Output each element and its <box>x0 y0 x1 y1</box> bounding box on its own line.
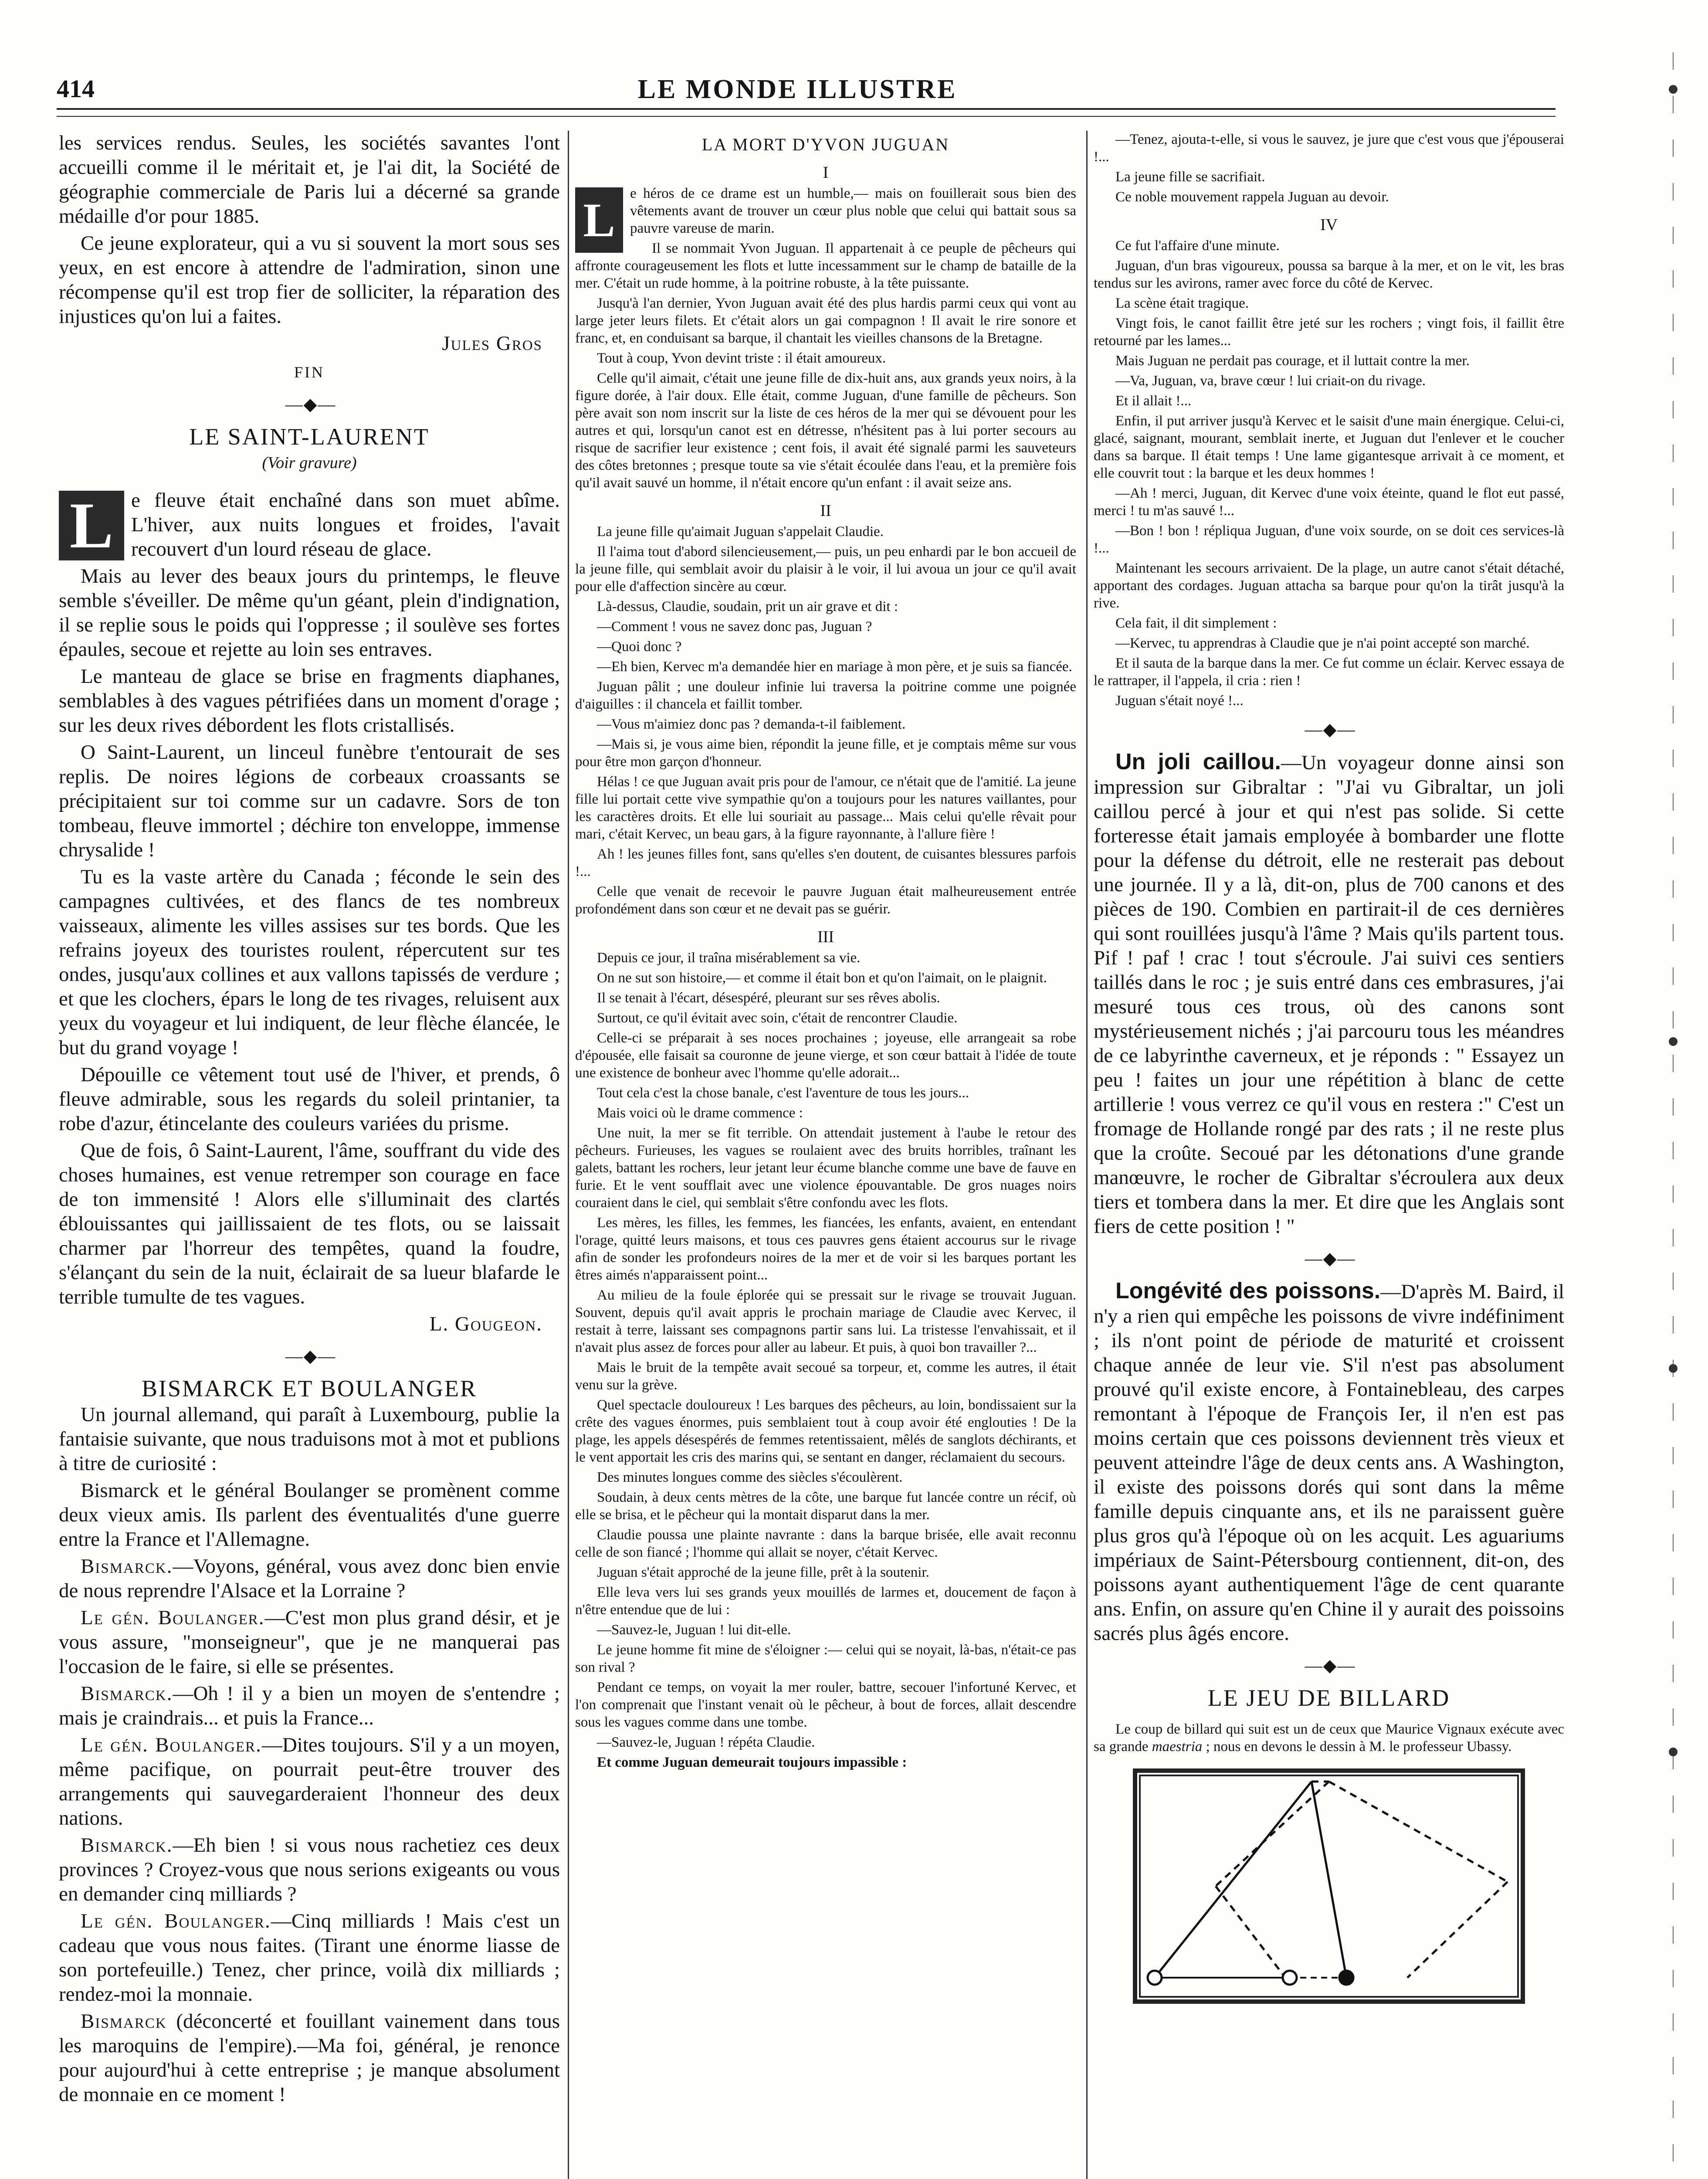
drop-cap: L <box>59 491 124 560</box>
story-text: Mais Juguan ne perdait pas courage, et il luttait contre la mer. <box>1115 353 1470 369</box>
story-text: Tout à coup, Yvon devint triste : il était amoureux. <box>597 350 886 366</box>
column-1 <box>59 131 560 2109</box>
separator-ornament: — ◆ — <box>285 1346 334 1366</box>
story-text: Elle leva vers lui ses grands yeux mouillés de larmes et, doucement de façon à n'être entendue que de lui : <box>575 1585 1076 1618</box>
story-text: Quel spectacle douloureux ! Les barques des pêcheurs, au loin, bondissaient sur la crête des vagues énormes, puis semblaient tout à coup avoir été englouties ! De la plage, les appels désespérés de femmes retentissaient, mêlés de sanglots déchirants, et le vent apportait les cris des marins qui, se sentant en danger, réclamaient du secours. <box>575 1397 1076 1465</box>
signature: L. Gougeon. <box>429 1313 542 1335</box>
story-text: Les mères, les filles, les femmes, les fiancées, les enfants, avaient, en entendant l'orage, quitté leurs maisons, et tous ces pauvres gens étaient accourus sur le rivage afin de sonder les profondeurs noires de la mer et de voir si les barques portant les êtres aimés n'apparaissent point... <box>575 1215 1076 1283</box>
article-text: O Saint-Laurent, un linceul funèbre t'entourait de ses replis. De noires légions de corbeaux croassants se précipitaient sur toi comme sur un cadavre. Sors de ton tombeau, fleuve immortel ; déchire ton enveloppe, immense chrysalide ! <box>59 741 560 861</box>
story-text: Ce noble mouvement rappela Juguan au devoir. <box>1115 189 1389 205</box>
story-text: Claudie poussa une plainte navrante : dans la barque brisée, elle avait reconnu celle de son fiancé ; l'homme qui allait se noyer, c'était Kervec. <box>575 1527 1076 1560</box>
story-text: Juguan s'était noyé !... <box>1115 693 1244 709</box>
story-text: Mais voici où le drame commence : <box>597 1105 803 1121</box>
story-text: Juguan, d'un bras vigoureux, poussa sa barque à la mer, et on le vit, les bras tendus sur les avirons, ramer avec force du côté de Kervec. <box>1094 258 1564 291</box>
story-text: —Vous m'aimiez donc pas ? demanda-t-il faiblement. <box>597 716 906 732</box>
story-text: Soudain, à deux cents mètres de la côte, une barque fut lancée contre un récif, où elle se brisa, et le pêcheur qui la montait disparut dans la mer. <box>575 1490 1076 1523</box>
speaker: Bismarck. <box>81 1682 173 1705</box>
dialogue-line <box>59 2009 560 2107</box>
story-text: Celle-ci se préparait à ses noces prochaines ; joyeuse, elle arrangeait sa robe d'épousée, elle faisait sa couronne de jeune vierge, et son cœur battait à l'idée de toute une existence de bonheur avec l'homme qu'elle adorait... <box>575 1030 1076 1081</box>
ball-path-line <box>1407 1882 1508 1978</box>
speech: —Voyons, général, vous avez donc bien envie de nous reprendre l'Alsace et la Lorraine ? <box>59 1555 560 1602</box>
first-paragraph <box>59 488 560 561</box>
story-text: Jusqu'à l'an dernier, Yvon Juguan avait été des plus hardis parmi ceux qui vont au large jeter leurs filets. Et c'était alors un gai compagnon ! Il avait le rire sonore et franc, et, en conduisant sa barque, il chantait les vieilles chansons de la Bretagne. <box>575 295 1076 346</box>
billiard-diagram <box>1133 1768 1525 2004</box>
article-title: LE JEU DE BILLARD <box>1207 1685 1450 1711</box>
story-text: —Bon ! bon ! répliqua Juguan, d'une voix sourde, on se doit ces services-là !... <box>1094 523 1564 556</box>
story-text: Et il sauta de la barque dans la mer. Ce fut comme un éclair. Kervec essaya de le rattraper, il l'appela, il cria : rien ! <box>1094 655 1564 689</box>
column-rule-1 <box>568 131 569 2179</box>
story-text: Celle qu'il aimait, c'était une jeune fille de dix-huit ans, aux grands yeux noirs, à la figure dorée, à l'air doux. Elle était, comme Juguan, d'une famille de pêcheurs. Son père avait son nom inscrit sur la liste de ces héros de la mer qui se dévouent pour les autres et qui, lorsqu'un canot est en détresse, n'hésitent pas à lui porter secours au risque de sacrifier leur existence ; cent fois, il avait été signalé parmi les sauveteurs des côtes bretonnes ; presque toute sa vie s'était écoulée dans l'eau, et la première fois qu'il avait sauvé un homme, il n'était encore qu'un enfant : il avait seize ans. <box>575 370 1076 491</box>
cue-path-line <box>1155 1782 1312 1978</box>
first-paragraph-text: e fleuve était enchaîné dans son muet abîme. L'hiver, aux nuits longues et froides, l'avait recouvert d'un lourd réseau de glace. <box>131 489 560 560</box>
section-numeral: I <box>823 163 829 182</box>
drop-cap: L <box>575 187 623 253</box>
speaker: Bismarck. <box>81 1555 173 1578</box>
speaker: Bismarck. <box>81 1834 173 1857</box>
story-continuation <box>1094 131 1564 709</box>
billiard-diagram-svg <box>1137 1773 1521 1999</box>
article-subtitle: (Voir gravure) <box>262 454 357 472</box>
story-text: —Quoi donc ? <box>597 639 682 655</box>
dialogue-line <box>59 1833 560 1906</box>
article-title: LE SAINT-LAURENT <box>189 424 430 450</box>
story-text: Enfin, il put arriver jusqu'à Kervec et le saisit d'une main énergique. Celui-ci, glacé, saignant, mourant, semblait inerte, et Juguan dut l'enlever et le coucher dans sa barque. Il était temps ! Une lame gigantesque arrivait à ce moment, et elle couvrit tout : la barque et les deux hommes ! <box>1094 413 1564 481</box>
article-title: LA MORT D'YVON JUGUAN <box>702 135 950 154</box>
story-text: Juguan pâlit ; une douleur infinie lui traversa la poitrine comme une poignée d'aiguilles : il chancela et faillit tomber. <box>575 679 1076 712</box>
speaker: Le gén. Boulanger. <box>81 1606 265 1629</box>
speaker: Le gén. Boulanger. <box>81 1734 262 1756</box>
red-ball <box>1339 1971 1353 1985</box>
story-text: —Comment ! vous ne savez donc pas, Juguan ? <box>597 619 872 635</box>
story-text: La scène était tragique. <box>1115 295 1249 311</box>
column-3 <box>1094 131 1564 2004</box>
speech: —Eh bien ! si vous nous rachetiez ces deux provinces ? Croyez-vous que nous serions exigeants ou vous en demander cinq milliards ? <box>59 1834 560 1905</box>
story-text: Une nuit, la mer se fit terrible. On attendait justement à l'aube le retour des pêcheurs. Furieuses, les vagues se roulaient avec des bruits horribles, traînant les galets, battant les rochers, leur jetant leur écume blanche comme une bave de fauve en furie. Et le vent soufflait avec une violence épouvantable. De gros nuages noirs couraient dans le ciel, qui semblait s'être confondu avec les flots. <box>575 1125 1076 1211</box>
margin-mark <box>1669 85 1678 94</box>
speech: —Cinq milliards ! Mais c'est un cadeau que vous nous faites. (Tirant une énorme liasse de son portefeuille.) Tenez, cher prince, voilà dix milliards ; rendez-moi la monnaie. <box>59 1910 560 2006</box>
story-text: Et il allait !... <box>1115 393 1192 409</box>
speaker: Le gén. Boulanger. <box>81 1910 271 1932</box>
margin-marks-svg <box>1612 0 1708 2179</box>
dialogue-line <box>59 1909 560 2006</box>
separator-ornament: — ◆ — <box>1305 1249 1353 1268</box>
article-text: Dépouille ce vêtement tout usé de l'hiver, et prends, ô fleuve admirable, sous les regards du soleil printanier, ta robe d'azur, étincelante des couleurs variées du prisme. <box>59 1063 560 1135</box>
speech: (déconcerté et fouillant vainement dans tous les maroquins de l'empire).—Ma foi, général, je renonce pour aujourd'hui à cette entreprise ; je manque absolument de monnaie en ce moment ! <box>59 2010 560 2106</box>
end-mark: FIN <box>294 363 325 381</box>
intro-text-end: ; nous en devons le dessin à M. le professeur Ubassy. <box>1202 1739 1512 1755</box>
story-text: Vingt fois, le canot faillit être jeté sur les rochers ; vingt fois, il faillit être retourné par les lames... <box>1094 316 1564 349</box>
intro-emphasis: maestria <box>1152 1739 1203 1755</box>
article-text: Un journal allemand, qui paraît à Luxembourg, publie la fantaisie suivante, que nous traduisons mot à mot et publions à titre de curiosité : <box>59 1403 560 1475</box>
story-text: —Va, Juguan, va, brave cœur ! lui criait-on du rivage. <box>1115 373 1426 389</box>
story-text: —Mais si, je vous aime bien, répondit la jeune fille, et je comptais même sur vous pour être mon garçon d'honneur. <box>575 737 1076 770</box>
section-numeral: III <box>817 928 834 946</box>
story-text: On ne sut son histoire,— et comme il était bon et qu'on l'aimait, on le plaignit. <box>597 970 1047 986</box>
article-title: BISMARCK ET BOULANGER <box>141 1375 478 1402</box>
margin-mark <box>1669 1364 1678 1373</box>
ball-path-line <box>1216 1782 1329 1886</box>
brief-text: —Un voyageur donne ainsi son impression sur Gibraltar : "J'ai vu Gibraltar, un joli caillou percé à jour et qui n'est pas solide. Si cette forteresse était jamais employée à bombarder une flotte pour la défense du détroit, elle ne resterait pas debout une journée. Il y a là, dit-on, plus de 700 canons et des pièces de 190. Combien en partirait-il de ces dernières qui sont rouillées jusqu'à l'âme ? Mais qu'ils partent tous. Pif ! paf ! crac ! tout s'écroule. J'ai suivi ces sentiers taillés dans le roc ; je suis entré dans ces embrasures, j'ai mesuré tous ces trous, où des canons sont mystérieusement nichés ; j'ai parcouru tous les méandres de ce labyrinthe caverneux, et je réponds : " Essayez un peu ! faites un jour une répétition à blanc de cette artillerie ! vous verrez ce qu'il vous en restera :" C'est un fromage de Hollande rongé par des rats ; il ne reste plus que la croûte. Secoué par les détonations d'une grande manœuvre, le rocher de Gibraltar s'écroulera aux deux tiers et tombera dans la mer. Et dire que les Anglais sont fiers de cette position ! " <box>1094 751 1564 1238</box>
story-text: Ce fut l'affaire d'une minute. <box>1115 238 1280 254</box>
first-paragraph-text: e héros de ce drame est un humble,— mais on fouillerait sous bien des vêtements avant de trouver un cœur plus noble que celui qui battait sous sa pauvre vareuse de marin. <box>630 186 1076 236</box>
story-text: Là-dessus, Claudie, soudain, prit un air grave et dit : <box>597 599 898 614</box>
speech: —C'est mon plus grand désir, et je vous assure, "monseigneur", que je ne manquerai pas l'occasion de le faire, si elle se présentes. <box>59 1606 560 1678</box>
dialogue-line <box>59 1554 560 1603</box>
article-text: Bismarck et le général Boulanger se promènent comme deux vieux amis. Ils parlent des éventualités d'une guerre entre la France et l'Allemagne. <box>59 1479 560 1551</box>
story-text: Le jeune homme fit mine de s'éloigner :— celui qui se noyait, là-bas, n'était-ce pas son rival ? <box>575 1642 1076 1675</box>
billard-intro <box>1094 1721 1564 1755</box>
story-text: Et comme Juguan demeurait toujours impassible : <box>597 1755 907 1770</box>
cue-ball <box>1148 1971 1162 1985</box>
margin-mark <box>1669 1037 1678 1046</box>
story-text: Il l'aima tout d'abord silencieusement,— puis, un peu enhardi par le bon accueil de la jeune fille, qui semblait avoir du plaisir à le voir, il lui avoua un jour ce qu'il avait pour elle d'affection sincère au cœur. <box>575 544 1076 594</box>
story-text: —Tenez, ajouta-t-elle, si vous le sauvez, je jure que c'est vous que j'épouserai !... <box>1094 132 1564 165</box>
story-text: —Eh bien, Kervec m'a demandée hier en mariage à mon père, et je suis sa fiancée. <box>597 659 1072 675</box>
story-text: —Ah ! merci, Juguan, dit Kervec d'une voix éteinte, quand le flot eut passé, merci ! tu m'as sauvé !... <box>1094 485 1564 519</box>
scan-margin-marks <box>1612 0 1708 2179</box>
brief-text: —D'après M. Baird, il n'y a rien qui empêche les poissons de vivre indéfiniment ; ils n'ont point de période de maturité et croissent chaque année de leur vie. S'il n'est pas absolument prouvé qu'il existe encore, à Fontainebleau, des carpes remontant à l'époque de François Ier, il n'en est pas moins certain que ces poissons deviennent très vieux et peuvent atteindre l'âge de deux cents ans. A Washington, il existe des poissons dorés qui sont dans la même famille depuis cinquante ans, et ils ne paraissent guère plus gros qu'à l'époque où on les acquit. Les aguariums impériaux de Saint-Pétersbourg contiennent, dit-on, des poissons ayant authentiquement l'âge de cent quarante ans. Enfin, on assure qu'en Chine il y aurait des poissoins sacrés plus âgés encore. <box>1094 1280 1564 1645</box>
dialogue-line <box>59 1733 560 1830</box>
column-rule-2 <box>1086 131 1088 2179</box>
story-text: Il se nommait Yvon Juguan. Il appartenait à ce peuple de pêcheurs qui affronte courageusement les flots et lutte incessamment sur le champ de bataille de la mer. C'était un rude homme, à la poitrine robuste, à la tête puissante. <box>575 241 1076 291</box>
masthead: LE MONDE ILLUSTRE <box>637 75 957 104</box>
story-text: Au milieu de la foule éplorée qui se pressait sur le rivage se trouvait Juguan. Souvent, depuis qu'il avait appris le prochain mariage de Claudie avec Kervec, il restait à terre, laissant ses compagnons partir sans lui. La tristesse l'envahissait, et il n'avait plus assez de forces pour aller au labeur. Et puis, à quoi bon travailler ?... <box>575 1287 1076 1355</box>
article-text: Ce jeune explorateur, qui a vu si souvent la mort sous ses yeux, en est encore à attendre de l'admiration, sinon une récompense qu'il est trop fier de solliciter, la réparation des injustices qu'on lui a faites. <box>59 232 560 328</box>
story-text: Mais le bruit de la tempête avait secoué sa torpeur, et, comme les autres, il était venu sur la grève. <box>575 1360 1076 1393</box>
story-text: Surtout, ce qu'il évitait avec soin, c'était de rencontrer Claudie. <box>597 1010 958 1026</box>
ball-path-line <box>1216 1886 1285 1978</box>
brief-caillou <box>1094 750 1564 1239</box>
story-text: Depuis ce jour, il traîna misérablement sa vie. <box>597 950 861 966</box>
dialogue-line <box>59 1605 560 1679</box>
story-text: —Sauvez-le, Juguan ! répéta Claudie. <box>597 1734 815 1750</box>
signature: Jules Gros <box>442 332 542 355</box>
story-text: Ah ! les jeunes filles font, sans qu'elles s'en doutent, de cuisantes blessures parfois !... <box>575 846 1076 879</box>
story-text: Pendant ce temps, on voyait la mer rouler, battre, secouer l'infortuné Kervec, et l'on comprenait que l'instant venait où le pêcheur, à bout de forces, allait descendre sous les vagues comme dans une tombe. <box>575 1680 1076 1730</box>
story-text: La jeune fille se sacrifiait. <box>1115 169 1265 185</box>
article-text: Le manteau de glace se brise en fragments diaphanes, semblables à des vagues pétrifiées dans un moment d'orage ; sur les deux rives débordent les flots cristallisés. <box>59 665 560 737</box>
brief-heading: Longévité des poissons. <box>1115 1278 1381 1303</box>
page-number: 414 <box>57 75 95 103</box>
story-text: La jeune fille qu'aimait Juguan s'appelait Claudie. <box>597 524 884 540</box>
story-text: Hélas ! ce que Juguan avait pris pour de l'amour, ce n'était que de l'amitié. La jeune fille lui portait cette vive sympathie qu'on a toujours pour les natures vaillantes, pour les caractères droits. Et elle lui souriait au passage... Mais celui qu'elle rêvait pour mari, c'était Kervec, un beau gars, à la figure rayonnante, à l'allure fière ! <box>575 774 1076 842</box>
ball-path-line <box>1329 1782 1508 1882</box>
section-numeral: IV <box>1320 216 1338 234</box>
story-text: Il se tenait à l'écart, désespéré, pleurant sur ses rêves abolis. <box>597 990 940 1006</box>
speaker: Bismarck <box>81 2010 167 2033</box>
separator-ornament: — ◆ — <box>1305 1656 1353 1675</box>
margin-mark <box>1669 1748 1678 1756</box>
story-text: —Kervec, tu apprendras à Claudie que je n'ai point accepté son marché. <box>1115 635 1530 651</box>
section-numeral: II <box>820 502 831 520</box>
cue-path-line <box>1312 1782 1346 1978</box>
speech: —Dites toujours. S'il y a un moyen, même pacifique, on pourrait peut-être trouver des arrangements qui sauvegarderaient l'honneur des deux nations. <box>59 1734 560 1829</box>
white-ball <box>1283 1971 1297 1985</box>
story-text: Des minutes longues comme des siècles s'écoulèrent. <box>597 1470 903 1485</box>
header-rule <box>57 108 1556 117</box>
column-2 <box>575 131 1076 1774</box>
story-text: Celle que venait de recevoir le pauvre Juguan était malheureusement entrée profondément dans son cœur et ne devait pas se guérir. <box>575 884 1076 917</box>
story-text: Juguan s'était approché de la jeune fille, prêt à la soutenir. <box>597 1565 929 1580</box>
first-paragraph <box>575 185 1076 247</box>
article-text: Tu es la vaste artère du Canada ; féconde le sein des campagnes cultivées, et des flancs de tes nombreux vaisseaux, alimente les villes assises sur tes bords. Que les refrains joyeux des touristes roulent, répercutent sur tes ondes, jusqu'aux collines et aux vallons tapissés de verdure ; et que les clochers, épars le long de tes rivages, reluisent aux yeux du voyageur et lui indiquent, de leur flèche élancée, le but du grand voyage ! <box>59 865 560 1059</box>
article-text: Mais au lever des beaux jours du printemps, le fleuve semble s'éveiller. De même qu'un géant, plein d'indignation, il se replie sous le poids qui l'oppresse ; il soulève ses fortes épaules, secoue et rejette au loin ses entraves. <box>59 565 560 661</box>
story-text: Cela fait, il dit simplement : <box>1115 615 1277 631</box>
speech: —Oh ! il y a bien un moyen de s'entendre ; mais je craindrais... et puis la France... <box>59 1682 560 1729</box>
article-text: Que de fois, ô Saint-Laurent, l'âme, souffrant du vide des choses humaines, est venue retremper son courage en face de ton immensité ! Alors elle s'illuminait des clartés éblouissantes qui jaillissaient de tes flots, ou se laissait charmer par l'horreur des tempêtes, quand la foudre, s'élançant du sein de la nuit, éclairait de sa lueur blafarde le terrible tumulte de tes vagues. <box>59 1139 560 1308</box>
story-text: —Sauvez-le, Juguan ! lui dit-elle. <box>597 1622 791 1638</box>
article-text: les services rendus. Seules, les sociétés savantes l'ont accueilli comme il le méritait et, je l'ai dit, la Société de géographie commerciale de Paris lui a décerné sa grande médaille d'or pour 1885. <box>59 132 560 227</box>
brief-heading: Un joli caillou. <box>1115 749 1281 774</box>
separator-ornament: — ◆ — <box>285 394 334 414</box>
brief-poissons <box>1094 1279 1564 1646</box>
dialogue-line <box>59 1681 560 1730</box>
intro-text: Le coup de billard qui suit est un de ceux que Maurice Vignaux exécute avec sa grande <box>1094 1721 1564 1755</box>
separator-ornament: — ◆ — <box>1305 720 1353 739</box>
story-text: Maintenant les secours arrivaient. De la plage, un autre canot s'était détaché, apportant des cordages. Juguan attacha sa barque pour qu'on la tirât jusqu'à la rive. <box>1094 560 1564 611</box>
story-text: Tout cela c'est la chose banale, c'est l'aventure de tous les jours... <box>597 1085 969 1101</box>
